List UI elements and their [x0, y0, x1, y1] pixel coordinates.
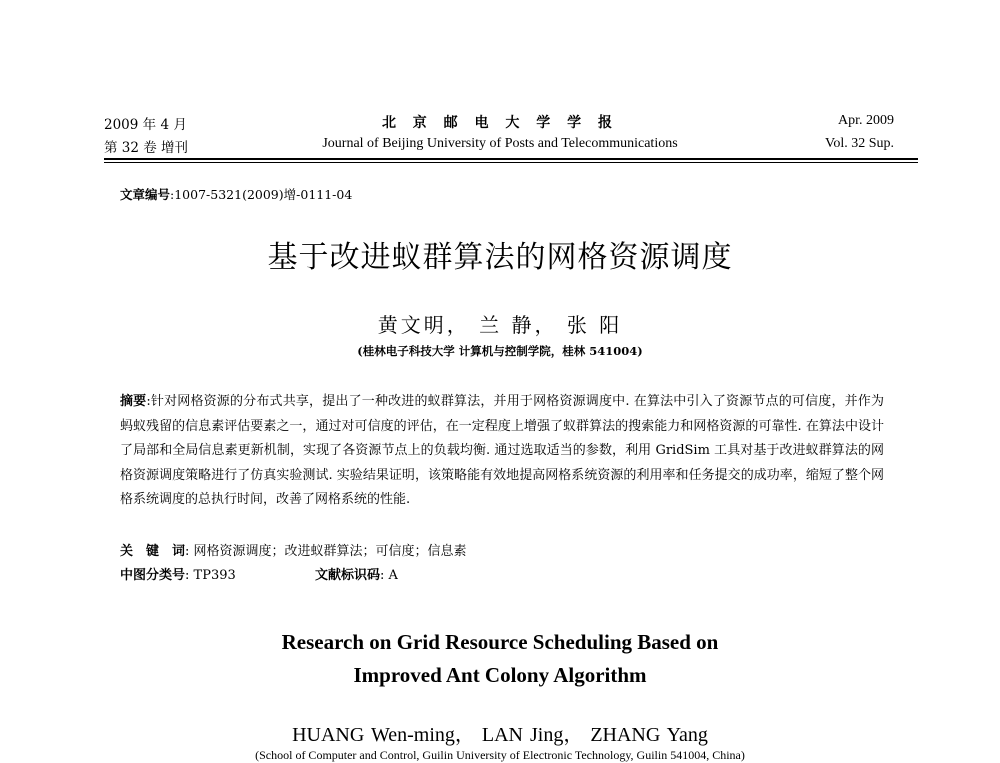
header-rule-thin	[104, 162, 918, 163]
paper-title-en-line2: Improved Ant Colony Algorithm	[353, 663, 647, 687]
header-volume-cn: 第 32 卷 增刊	[104, 140, 189, 156]
journal-name-cn: 北 京 邮 电 大 学 学 报	[381, 115, 619, 131]
abstract-text: :针对网格资源的分布式共享，提出了一种改进的蚁群算法，并用于网格资源调度中. 在算法中引入了资源节点的可信度，并作为蚂蚁残留的信息素评估要素之一，通过对可信度的评估，在一定程度上增强了蚁群算法的搜索能力和网格资源的可靠性. 在算法中设计了局部和全局信息素更新机制，实现了各资源节点上的负载均衡. 通过选取适当的参数，利用 GridSim 工具对基于改进蚁群算法的网格资源调度策略进行了仿真实验测试. 实验结果证明，该策略能有效地提高网格系统资源的利用率和任务提交的成功率，缩短了整个网格系统调度的总执行时间，改善了网格系统的性能.	[120, 394, 884, 507]
authors-cn: 黄文明， 兰 静， 张 阳	[377, 313, 623, 337]
keywords-value: : 网格资源调度；改进蚁群算法；可信度；信息素	[185, 544, 467, 559]
journal-name-en: Journal of Beijing University of Posts and Telecommunications	[322, 136, 678, 151]
document-code	[315, 564, 398, 583]
article-number-label: 文章编号	[120, 187, 171, 202]
paper-title-en-line1: Research on Grid Resource Scheduling Based on	[281, 630, 719, 654]
classification-value: : TP393	[185, 568, 236, 583]
keywords-label: 关 键 词	[120, 544, 186, 559]
classification-number	[120, 564, 236, 583]
affiliation-en: (School of Computer and Control, Guilin University of Electronic Technology, Guilin 541004, China)	[255, 748, 745, 762]
paper-title-cn: 基于改进蚁群算法的网格资源调度	[267, 240, 733, 275]
abstract-cn	[120, 390, 884, 513]
article-number-value: :1007-5321(2009)增-0111-04	[170, 187, 353, 202]
abstract-label: 摘要	[120, 394, 147, 409]
article-number	[120, 185, 352, 203]
keywords	[120, 540, 467, 559]
header-date-en: Apr. 2009	[838, 113, 894, 128]
document-code-label: 文献标识码	[315, 568, 381, 583]
authors-en: HUANG Wen-ming， LAN Jing， ZHANG Yang	[292, 724, 708, 746]
affiliation-cn: (桂林电子科技大学 计算机与控制学院，桂林 541004)	[357, 344, 643, 358]
header-volume-en: Vol. 32 Sup.	[825, 136, 894, 151]
header-date-cn: 2009 年 4 月	[104, 117, 187, 133]
header-rule-thick	[104, 158, 918, 160]
document-code-value: : A	[380, 568, 398, 583]
classification-label: 中图分类号	[120, 568, 186, 583]
